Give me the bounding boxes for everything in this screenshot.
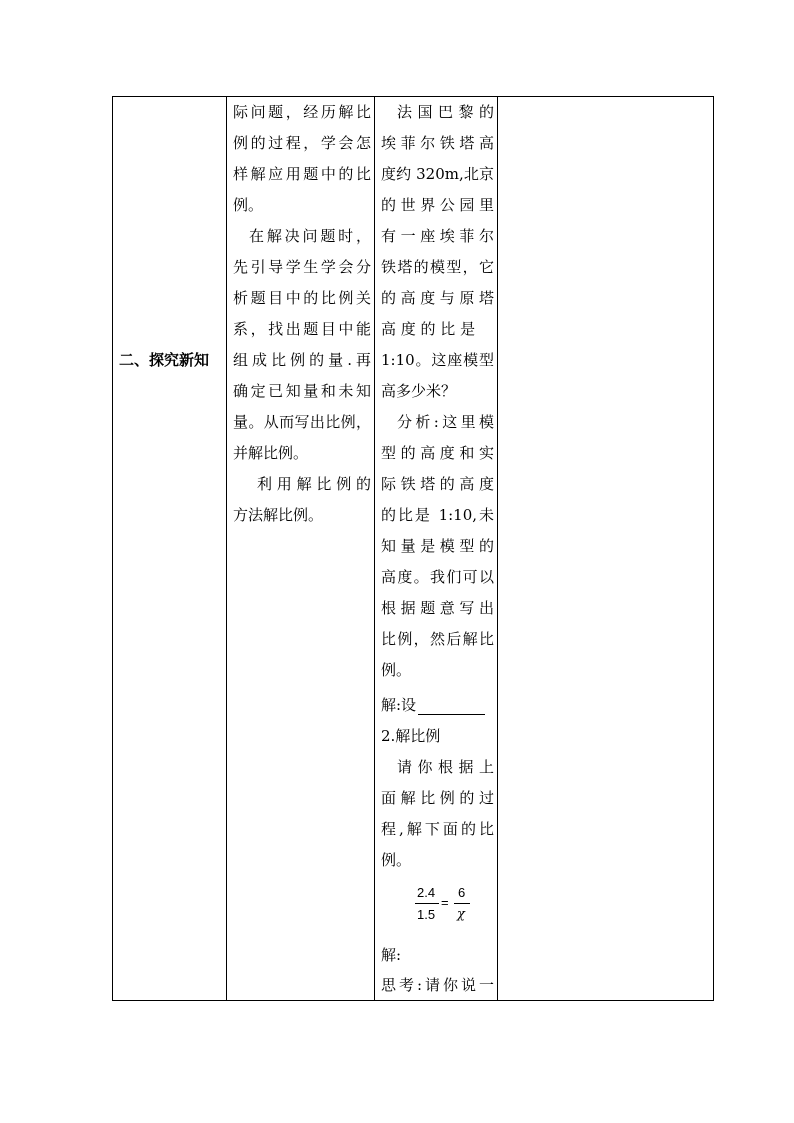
- text-line: 2.解比例: [381, 727, 441, 745]
- teacher-activity-cell: [227, 97, 375, 1000]
- proportion-equation: [411, 883, 475, 933]
- text-line: 请你根据上: [397, 758, 494, 776]
- text-line: 利用解比例的: [257, 475, 371, 493]
- text-line: 样解应用题中的比: [233, 165, 371, 183]
- notes-cell: [498, 97, 715, 1000]
- text-line: 方法解比例。: [233, 506, 324, 524]
- text-line: 确定已知量和未知: [233, 382, 371, 400]
- text-line: 有一座埃菲尔: [381, 227, 494, 245]
- text-line: 度约 320m,北京: [381, 165, 494, 183]
- text-line: 量。从而写出比例，: [233, 413, 371, 431]
- text-line: 1:10。这座模型: [381, 351, 494, 369]
- text-line: 型的高度和实: [381, 444, 494, 462]
- text-line: 的比是 1:10,未: [381, 506, 494, 524]
- text-line: 高多少米？: [381, 382, 457, 400]
- text-line: 程,解下面的比: [381, 820, 494, 838]
- text-line: 高 度 的 比 是: [381, 320, 476, 338]
- fraction-bar: [415, 903, 439, 904]
- text-line: 解:: [381, 946, 402, 964]
- text-line: 并解比例。: [233, 444, 309, 462]
- text-line: 例。: [381, 851, 412, 869]
- text-line: 例。: [233, 196, 264, 214]
- fill-in-blank: [418, 700, 485, 715]
- section-label: 二、探究新知: [119, 351, 210, 369]
- text-line: 高度。我们可以: [381, 568, 494, 586]
- text-line: 际铁塔的高度: [381, 475, 494, 493]
- section-cell: [113, 97, 227, 1000]
- left-numerator: 2.4: [417, 885, 436, 900]
- text-line: 的世界公园里: [381, 196, 494, 214]
- equals-sign: =: [441, 895, 449, 910]
- answer-prefix: 解:设: [381, 696, 417, 714]
- text-line: 比例，然后解比: [381, 630, 494, 648]
- fraction-bar: [454, 903, 470, 904]
- text-line: 先引导学生学会分: [233, 258, 371, 276]
- text-line: 根据题意写出: [381, 599, 494, 617]
- text-line: 知量是模型的: [381, 537, 494, 555]
- text-line: 的高度与原塔: [381, 289, 494, 307]
- text-line: 面解比例的过: [381, 789, 494, 807]
- text-line: 析题目中的比例关: [233, 289, 371, 307]
- text-line: 分析:这里模: [397, 413, 494, 431]
- lesson-plan-table: [112, 96, 714, 1001]
- text-line: 组成比例的量.再: [233, 351, 371, 369]
- right-denominator: χ: [457, 907, 465, 922]
- text-line: 际问题，经历解比: [233, 103, 371, 121]
- left-denominator: 1.5: [417, 907, 436, 922]
- text-line: 铁塔的模型，它: [381, 258, 494, 276]
- text-line: 例的过程，学会怎: [233, 134, 371, 152]
- text-line: 法国巴黎的: [397, 103, 494, 121]
- student-activity-cell: [375, 97, 498, 1000]
- text-line: 例。: [381, 661, 412, 679]
- answer-line: [381, 695, 494, 715]
- text-line: 系，找出题目中能: [233, 320, 371, 338]
- text-line: 思考:请你说一: [381, 976, 494, 994]
- text-line: 埃菲尔铁塔高: [381, 134, 494, 152]
- text-line: 在解决问题时，: [249, 227, 371, 245]
- right-numerator: 6: [458, 885, 466, 900]
